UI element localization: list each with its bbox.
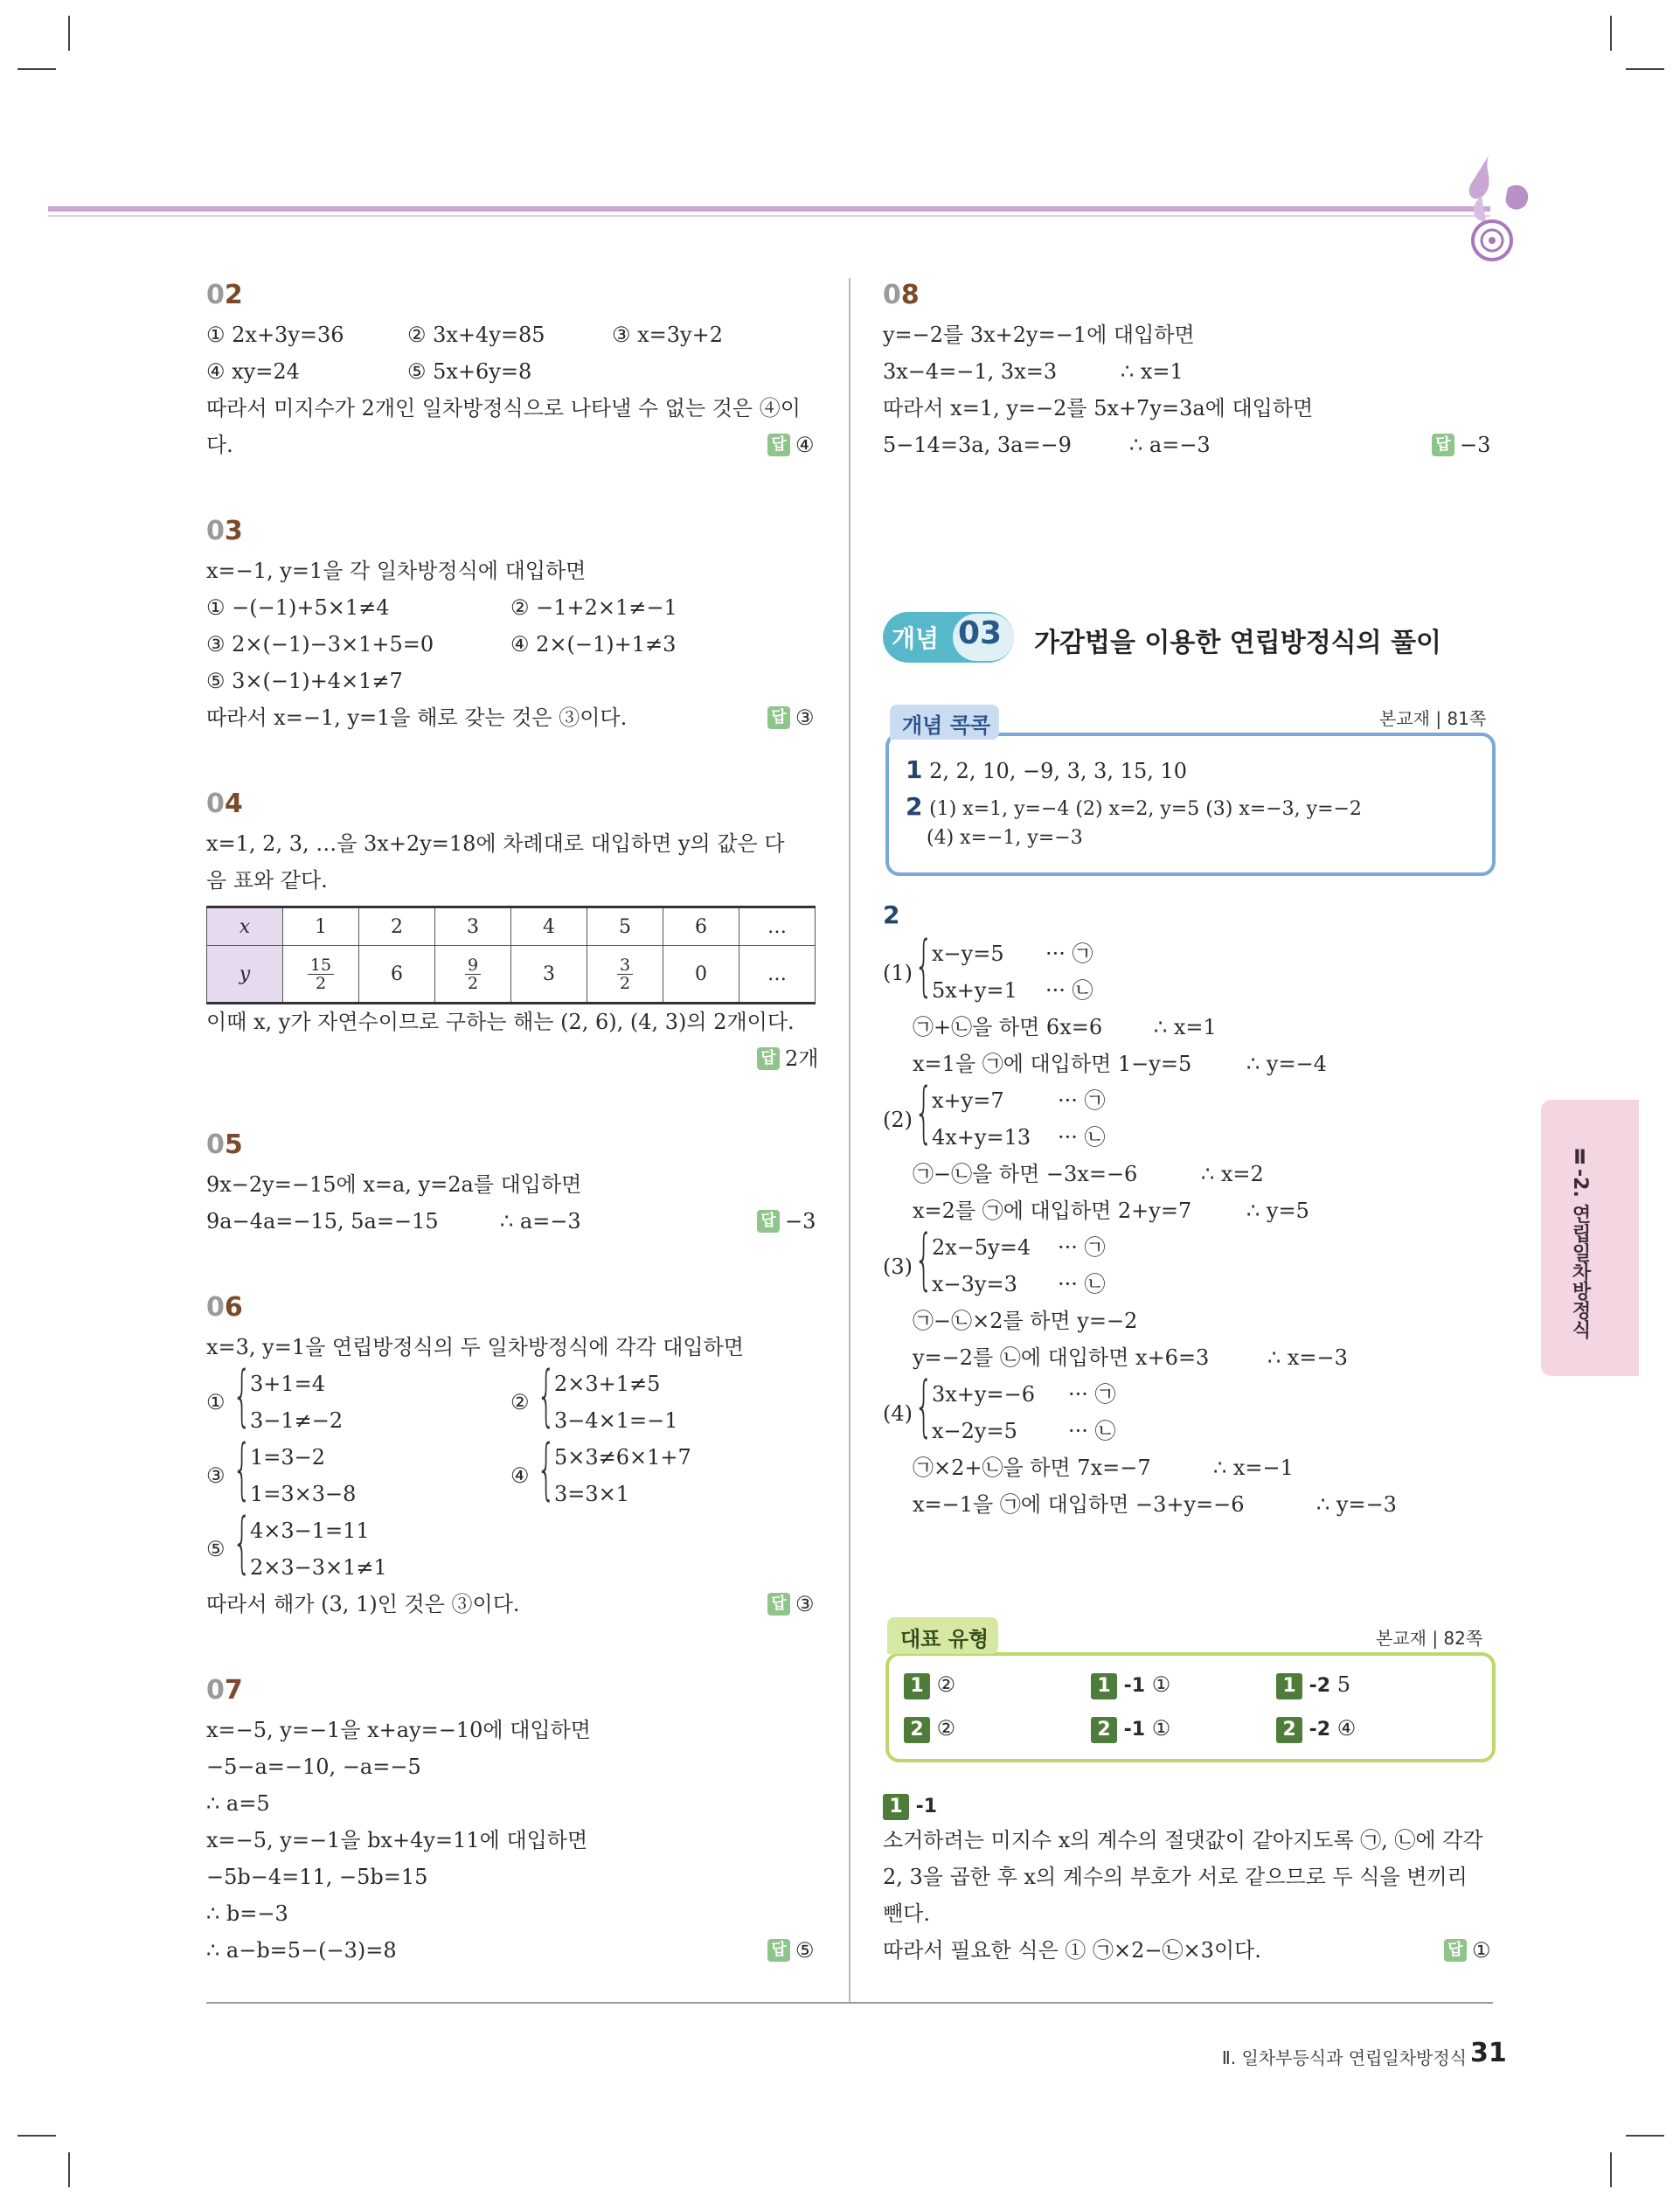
concept-number: 03	[958, 615, 1003, 651]
text-line: ∴ y=5	[1246, 1199, 1309, 1223]
choice-label: ⑤	[206, 1537, 226, 1561]
sub-label: (1)	[883, 961, 913, 985]
text-line: 1=3−2	[250, 1445, 326, 1470]
equation-tag: ··· ㉠	[1045, 942, 1093, 966]
table-cell: …	[739, 907, 816, 946]
table-header-x: x	[207, 907, 283, 946]
text-line: 9x−2y=−15에 x=a, y=2a를 대입하면	[206, 1172, 582, 1197]
text-line: x=−5, y=−1을 bx+4y=11에 대입하면	[206, 1828, 588, 1852]
concept-label: 개념	[892, 624, 940, 653]
rep-answer-cell: 2 -1 ①	[1091, 1713, 1170, 1745]
text-line: −5b−4=11, −5b=15	[206, 1865, 428, 1889]
crop-mark	[1626, 2135, 1664, 2137]
text-line: ④ xy=24	[206, 359, 300, 384]
answer-badge: 답	[1432, 434, 1454, 456]
text-line: x=1을 ㉠에 대입하면 1−y=5	[913, 1052, 1192, 1076]
text-line: x−3y=3	[932, 1272, 1017, 1296]
text-line: x=3, y=1을 연립방정식의 두 일차방정식에 각각 대입하면	[206, 1335, 744, 1359]
fraction: $\frac{3}{2}$	[617, 956, 633, 992]
text-line: 3+1=4	[250, 1372, 326, 1396]
text-line: 3−4×1=−1	[554, 1408, 678, 1433]
answer-badge: 답	[767, 1939, 790, 1962]
answer-badge: 답	[757, 1047, 780, 1070]
text-line: x=2를 ㉠에 대입하면 2+y=7	[913, 1199, 1192, 1223]
text-line: 3−1≠−2	[250, 1408, 344, 1433]
equation-tag: ··· ㉡	[1058, 1125, 1106, 1150]
brace-icon: {	[914, 1073, 934, 1150]
equation-tag: ··· ㉠	[1068, 1382, 1116, 1407]
rep-answer-cell: 1 -2 5	[1276, 1670, 1350, 1701]
check-row-2: 2 (1) x=1, y=−4 (2) x=2, y=5 (3) x=−3, y=−2	[906, 792, 1362, 821]
problem-number-02: 02	[206, 280, 243, 310]
text-line: 2×3+1≠5	[554, 1372, 661, 1396]
rep-answer-cell: 2 -2 ④	[1276, 1713, 1356, 1745]
text-line: 따라서 필요한 식은 ① ㉠×2−㉡×3이다.	[883, 1938, 1261, 1963]
text-line: 3x+y=−6	[932, 1382, 1035, 1407]
answer: 답 −3	[757, 1206, 816, 1236]
answer-badge: 답	[767, 1593, 790, 1616]
fraction: $\frac{15}{2}$	[308, 956, 334, 992]
table-cell: 3	[435, 907, 511, 946]
solution-number: 2	[883, 900, 900, 929]
crop-mark	[17, 68, 56, 70]
text-line: 따라서 미지수가 2개인 일차방정식으로 나타낼 수 없는 것은 ④이	[206, 396, 801, 420]
text-line: 1=3×3−8	[250, 1482, 357, 1506]
table-row	[207, 907, 816, 946]
sub-label: (4)	[883, 1401, 913, 1426]
text-line: ∴ y=−3	[1316, 1492, 1397, 1517]
text-line: 2, 3을 곱한 후 x의 계수의 부호가 서로 같으므로 두 식을 변끼리	[883, 1865, 1468, 1889]
column-divider	[849, 278, 850, 2002]
textbook-reference: 본교재 | 81쪽	[1379, 708, 1487, 729]
problem-number-07: 07	[206, 1675, 243, 1706]
text-line: x−y=5	[932, 942, 1004, 966]
table-row	[207, 946, 816, 1004]
text-line: ⑤ 3×(−1)+4×1≠7	[206, 669, 403, 693]
problem-label-1-1: 1 -1	[883, 1790, 937, 1822]
text-line: 이때 x, y가 자연수이므로 구하는 해는 (2, 6), (4, 3)의 2개이다.	[206, 1010, 795, 1034]
text-line: x+y=7	[932, 1088, 1004, 1113]
brace-icon: {	[537, 1429, 556, 1507]
text-line: 음 표와 같다.	[206, 868, 328, 893]
text-line: ∴ x=−3	[1267, 1345, 1348, 1370]
table-cell: 3	[511, 946, 587, 1004]
answer-badge: 답	[1444, 1939, 1467, 1962]
text-line: ∴ x=1	[1154, 1015, 1217, 1039]
rep-answer-cell: 1 -1 ①	[1091, 1670, 1170, 1701]
answer: 답 ①	[1444, 1935, 1491, 1965]
text-line: 3x−4=−1, 3x=3	[883, 359, 1058, 384]
check-row-1: 1 2, 2, 10, −9, 3, 3, 15, 10	[906, 755, 1188, 784]
brace-icon: {	[537, 1356, 556, 1434]
table-cell: 1	[283, 907, 359, 946]
crop-mark	[1610, 2152, 1612, 2187]
table-cell: …	[739, 946, 816, 1004]
text-line: x=−5, y=−1을 x+ay=−10에 대입하면	[206, 1718, 591, 1742]
brace-icon: {	[914, 1220, 934, 1297]
text-line: 3=3×1	[554, 1482, 630, 1506]
choice-label: ②	[510, 1390, 530, 1414]
choice-label: ③	[206, 1463, 226, 1488]
brace-icon: {	[233, 1429, 252, 1507]
concept-title: 가감법을 이용한 연립방정식의 풀이	[1034, 628, 1442, 658]
text-line: 5−14=3a, 3a=−9	[883, 433, 1072, 457]
problem-number-05: 05	[206, 1129, 243, 1160]
text-line: ∴ a=5	[206, 1791, 270, 1816]
text-line: ㉠+㉡을 하면 6x=6	[913, 1015, 1103, 1039]
text-line: ∴ a−b=5−(−3)=8	[206, 1938, 397, 1963]
text-line: 따라서 x=−1, y=1을 해로 갖는 것은 ③이다.	[206, 705, 628, 730]
problem-number-04: 04	[206, 789, 243, 819]
text-line: ㉠−㉡×2를 하면 y=−2	[913, 1309, 1138, 1333]
crop-mark	[68, 2152, 70, 2187]
text-line: ∴ y=−4	[1246, 1052, 1327, 1076]
problem-number-06: 06	[206, 1292, 243, 1323]
xy-value-table	[206, 906, 816, 1004]
choice-label: ④	[510, 1463, 530, 1488]
text-line: 4×3−1=11	[250, 1518, 370, 1543]
text-line: 소거하려는 미지수 x의 계수의 절댓값이 같아지도록 ㉠, ㉡에 각각	[883, 1828, 1483, 1852]
text-line: ② 3x+4y=85	[407, 323, 545, 347]
text-line: ⑤ 5x+6y=8	[407, 359, 532, 384]
concept-check-tag-label: 개념 콕콕	[902, 713, 991, 738]
text-line: 5x+y=1	[932, 978, 1017, 1003]
bottom-rule	[206, 2002, 1493, 2004]
representative-type-box	[885, 1652, 1496, 1762]
page-number: 31	[1470, 2038, 1507, 2068]
text-line: 5×3≠6×1+7	[554, 1445, 691, 1470]
choice-label: ①	[206, 1390, 226, 1414]
flourish-ornament-icon	[1455, 144, 1543, 267]
text-line: 4x+y=13	[932, 1125, 1031, 1150]
table-cell: 2	[359, 907, 435, 946]
text-line: ② −1+2×1≠−1	[510, 595, 677, 620]
text-line: 다.	[206, 433, 233, 457]
answer-badge: 답	[757, 1210, 780, 1233]
footer-chapter-title: Ⅱ. 일차부등식과 연립일차방정식	[1221, 2047, 1467, 2068]
table-cell-fraction	[587, 946, 663, 1004]
chapter-side-tab-label: Ⅱ-2. 연립일차방정식	[1569, 1147, 1591, 1339]
text-line: ㉠−㉡을 하면 −3x=−6	[913, 1162, 1138, 1186]
header-band-thin	[48, 215, 1490, 217]
sub-label: (2)	[883, 1108, 913, 1132]
text-line: ① 2x+3y=36	[206, 323, 344, 347]
header-band	[48, 206, 1490, 212]
equation-tag: ··· ㉡	[1058, 1272, 1106, 1296]
text-line: y=−2를 ㉡에 대입하면 x+6=3	[913, 1345, 1210, 1370]
table-header-y: y	[207, 946, 283, 1004]
problem-number-03: 03	[206, 516, 243, 546]
equation-tag: ··· ㉠	[1058, 1235, 1106, 1260]
text-line: 9a−4a=−15, 5a=−15	[206, 1209, 439, 1234]
text-line: ③ 2×(−1)−3×1+5=0	[206, 632, 434, 657]
text-line: 따라서 해가 (3, 1)인 것은 ③이다.	[206, 1592, 520, 1616]
rep-answer-cell: 2 ②	[904, 1713, 955, 1745]
fraction: $\frac{9}{2}$	[465, 956, 481, 992]
crop-mark	[68, 16, 70, 51]
text-line: 2x−5y=4	[932, 1235, 1031, 1260]
text-line: ∴ b=−3	[206, 1901, 288, 1926]
answer-badge: 답	[767, 434, 790, 456]
answer: 답 ④	[767, 430, 815, 460]
crop-mark	[1610, 16, 1612, 51]
answer: 답 ⑤	[767, 1935, 815, 1965]
text-line: ∴ x=2	[1201, 1162, 1264, 1186]
brace-icon: {	[233, 1503, 252, 1581]
equation-tag: ··· ㉠	[1058, 1088, 1106, 1113]
table-cell: 0	[663, 946, 739, 1004]
text-line: ㉠×2+㉡을 하면 7x=−7	[913, 1456, 1151, 1480]
problem-number-08: 08	[883, 280, 920, 310]
equation-tag: ··· ㉡	[1068, 1419, 1116, 1443]
crop-mark	[17, 2135, 56, 2137]
text-line: 뺀다.	[883, 1901, 930, 1926]
answer: 답 ③	[767, 1589, 815, 1619]
table-cell-fraction	[435, 946, 511, 1004]
text-line: ∴ a=−3	[500, 1209, 581, 1234]
answer: 답 −3	[1432, 430, 1490, 460]
text-line: ③ x=3y+2	[612, 323, 723, 347]
text-line: ∴ x=−1	[1213, 1456, 1294, 1480]
table-cell-fraction	[283, 946, 359, 1004]
text-line: x=−1을 ㉠에 대입하면 −3+y=−6	[913, 1492, 1245, 1517]
brace-icon: {	[914, 1366, 934, 1444]
text-line: 따라서 x=1, y=−2를 5x+7y=3a에 대입하면	[883, 396, 1314, 420]
brace-icon: {	[914, 926, 934, 1004]
answer: 답 ③	[767, 703, 815, 733]
table-cell: 6	[359, 946, 435, 1004]
table-cell: 4	[511, 907, 587, 946]
text-line: 2×3−3×1≠1	[250, 1555, 387, 1580]
table-cell: 5	[587, 907, 663, 946]
brace-icon: {	[233, 1356, 252, 1434]
textbook-reference: 본교재 | 82쪽	[1376, 1628, 1483, 1649]
check-row-3: (4) x=−1, y=−3	[927, 827, 1083, 849]
text-line: x=1, 2, 3, …을 3x+2y=18에 차례대로 대입하면 y의 값은 다	[206, 831, 785, 856]
answer-badge: 답	[767, 706, 790, 729]
text-line: x=−1, y=1을 각 일차방정식에 대입하면	[206, 559, 587, 583]
text-line: ④ 2×(−1)+1≠3	[510, 632, 677, 657]
text-line: y=−2를 3x+2y=−1에 대입하면	[883, 323, 1195, 347]
text-line: x−2y=5	[932, 1419, 1017, 1443]
text-line: ∴ a=−3	[1129, 433, 1211, 457]
representative-type-tag-label: 대표 유형	[900, 1627, 989, 1651]
sub-label: (3)	[883, 1254, 913, 1279]
text-line: ∴ x=1	[1121, 359, 1184, 384]
crop-mark	[1626, 68, 1664, 70]
text-line: ① −(−1)+5×1≠4	[206, 595, 390, 620]
rep-answer-cell: 1 ②	[904, 1670, 955, 1701]
answer: 답 2개	[757, 1044, 818, 1074]
table-cell: 6	[663, 907, 739, 946]
equation-tag: ··· ㉡	[1045, 978, 1093, 1003]
text-line: −5−a=−10, −a=−5	[206, 1755, 421, 1779]
